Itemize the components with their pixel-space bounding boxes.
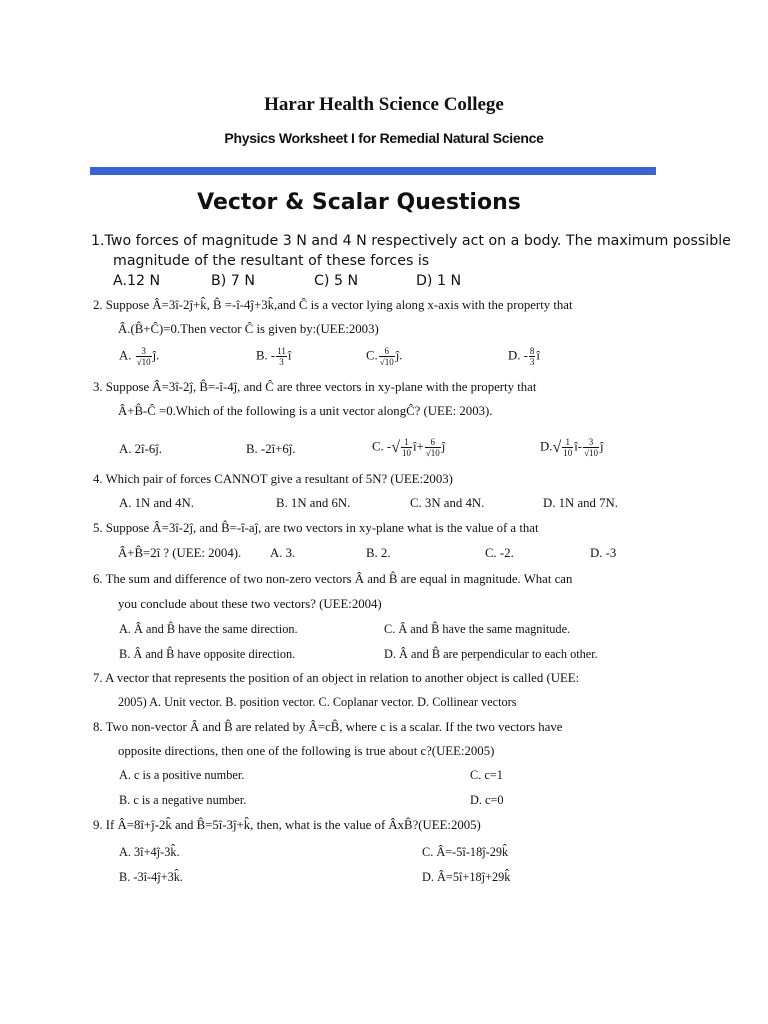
sqrt-sign: √ bbox=[391, 438, 400, 456]
question-4-option-d: D. 1N and 7N. bbox=[543, 496, 618, 510]
question-6-line-1: 6. The sum and difference of two non-zero vectors Â and B̂ are equal in magnitude. What can bbox=[93, 572, 573, 586]
question-7-line-1: 7. A vector that represents the position of an object in relation to another object is called (UEE: bbox=[93, 671, 580, 685]
question-5-option-d: D. -3 bbox=[590, 546, 617, 560]
question-8-option-b: B. c is a negative number. bbox=[119, 793, 247, 807]
question-8-line-2: opposite directions, then one of the following is true about c?(UEE:2005) bbox=[118, 744, 495, 758]
question-9-line-1: 9. If Â=8î+ĵ-2k̂ and B̂=5î-3ĵ+k̂, then, what is the value of ÂxB̂?(UEE:2005) bbox=[93, 818, 481, 832]
question-1-option-c: C) 5 N bbox=[314, 273, 359, 289]
question-2-option-a: A. $\frac{3}{√10}$ ĵ. bbox=[119, 346, 160, 367]
q3c-fraction-1: $\frac{1}{10}$ bbox=[401, 437, 411, 458]
question-6-option-c: C. Â and B̂ have the same magnitude. bbox=[384, 622, 571, 636]
question-6-line-2: you conclude about these two vectors? (UEE:2004) bbox=[118, 597, 382, 611]
section-title: Vector & Scalar Questions bbox=[197, 190, 521, 215]
q2a-fraction: $\frac{3}{√10}$ bbox=[136, 346, 151, 367]
college-name: Harar Health Science College bbox=[264, 94, 504, 115]
q3d-fraction-1: $\frac{1}{10}$ bbox=[563, 437, 573, 458]
q3d-fraction-2: $\frac{3}{√10}$ bbox=[584, 437, 599, 458]
question-1-line-1: 1.Two forces of magnitude 3 N and 4 N respectively act on a body. The maximum possible bbox=[91, 233, 731, 249]
question-5-option-b: B. 2. bbox=[366, 546, 391, 560]
question-6-option-d: D. Â and B̂ are perpendicular to each other. bbox=[384, 647, 598, 661]
question-8-option-d: D. c=0 bbox=[470, 793, 504, 807]
question-2-option-c: C. $\frac{6}{√10}$ ĵ. bbox=[366, 346, 403, 367]
question-8-option-c: C. c=1 bbox=[470, 768, 503, 782]
question-1-option-b: B) 7 N bbox=[211, 273, 255, 289]
question-1-line-2: magnitude of the resultant of these forces is bbox=[113, 253, 430, 269]
question-4-option-a: A. 1N and 4N. bbox=[119, 496, 194, 510]
question-8-line-1: 8. Two non-vector Â and B̂ are related by Â=cB̂, where c is a scalar. If the two vectors have bbox=[93, 720, 563, 734]
q2d-fraction: $\frac{8}{3}$ bbox=[529, 346, 535, 367]
question-5-option-c: C. -2. bbox=[485, 546, 514, 560]
worksheet-title: Physics Worksheet I for Remedial Natural Science bbox=[224, 130, 544, 146]
question-9-option-c: C. Â=-5î-18ĵ-29k̂ bbox=[422, 845, 509, 859]
question-9-option-a: A. 3î+4ĵ-3k̂. bbox=[119, 845, 180, 859]
question-1-option-a: A.12 N bbox=[113, 273, 161, 289]
header-divider bbox=[90, 167, 656, 175]
question-5-line-2: Â+B̂=2î ? (UEE: 2004). bbox=[118, 546, 242, 560]
q3c-fraction-2: $\frac{6}{√10}$ bbox=[425, 437, 440, 458]
q2b-fraction: $\frac{11}{3}$ bbox=[277, 346, 286, 367]
sqrt-sign: √ bbox=[552, 438, 562, 456]
q2c-fraction: $\frac{6}{√10}$ bbox=[379, 346, 394, 367]
question-3-option-b: B. -2î+6ĵ. bbox=[246, 442, 296, 456]
question-5-option-a: A. 3. bbox=[270, 546, 296, 560]
question-3-option-d: D.√ $\frac{1}{10}$ î- $\frac{3}{√10}$ ĵ bbox=[540, 437, 604, 458]
question-3-line-1: 3. Suppose Â=3î-2ĵ, B̂=-î-4ĵ, and Ĉ are three vectors in xy-plane with the property that bbox=[93, 380, 537, 394]
question-2-option-d: D. - $\frac{8}{3}$ î bbox=[508, 346, 540, 367]
question-5-line-1: 5. Suppose Â=3î-2ĵ, and B̂=-î-aĵ, are two vectors in xy-plane what is the value of a that bbox=[93, 521, 539, 535]
question-3-line-2: Â+B̂-Ĉ =0.Which of the following is a unit vector alongĈ? (UEE: 2003). bbox=[118, 404, 493, 418]
question-7-line-2: 2005) A. Unit vector. B. position vector. C. Coplanar vector. D. Collinear vectors bbox=[118, 695, 517, 709]
question-6-option-b: B. Â and B̂ have opposite direction. bbox=[119, 647, 296, 661]
question-2-option-b: B. - $\frac{11}{3}$ î bbox=[256, 346, 292, 367]
question-4-option-c: C. 3N and 4N. bbox=[410, 496, 485, 510]
question-3-option-a: A. 2î-6ĵ. bbox=[119, 442, 163, 456]
question-4-option-b: B. 1N and 6N. bbox=[276, 496, 351, 510]
question-6-option-a: A. Â and B̂ have the same direction. bbox=[119, 622, 298, 636]
question-2-line-2: Â.(B̂+Ĉ)=0.Then vector Ĉ is given by:(UEE:2003) bbox=[118, 322, 379, 336]
question-9-option-b: B. -3î-4ĵ+3k̂. bbox=[119, 870, 183, 884]
question-8-option-a: A. c is a positive number. bbox=[119, 768, 245, 782]
question-1-option-d: D) 1 N bbox=[416, 273, 462, 289]
question-9-option-d: D. Â=5î+18ĵ+29k̂ bbox=[422, 870, 511, 884]
question-4-line-1: 4. Which pair of forces CANNOT give a resultant of 5N? (UEE:2003) bbox=[93, 472, 453, 486]
question-3-option-c: C. -√ $\frac{1}{10}$ î+ $\frac{6}{√10}$ ĵ bbox=[372, 437, 446, 458]
question-2-line-1: 2. Suppose Â=3î-2ĵ+k̂, B̂ =-î-4ĵ+3k̂,and Ĉ is a vector lying along x-axis with the property that bbox=[93, 298, 573, 312]
